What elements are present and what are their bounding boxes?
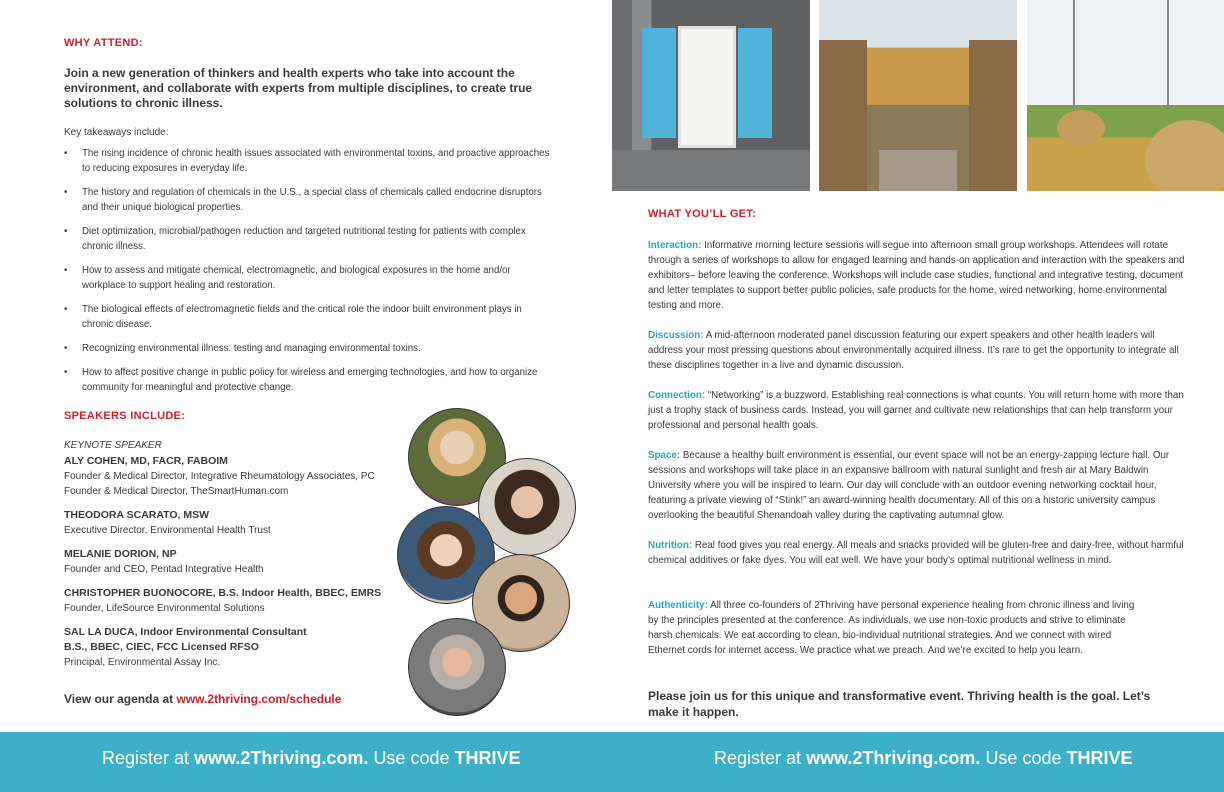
register-line-left xyxy=(102,748,521,769)
section-text: A mid-afternoon moderated panel discussion featuring our expert speakers and other health leaders will address your most pressing questions about environmentally acquired illness. It’s rare to get the opportunity to integrate all these disciplines together in a live and dynamic discussion. xyxy=(648,330,1179,371)
bullet-marker: • xyxy=(64,304,68,315)
register-line-right xyxy=(714,748,1133,769)
list-item xyxy=(64,341,554,356)
speaker-name: ALY COHEN, MD, FACR, FABOIM xyxy=(64,455,228,467)
section-authenticity xyxy=(648,598,1143,658)
speakers-heading: SPEAKERS INCLUDE: xyxy=(64,410,186,422)
section-discussion xyxy=(648,328,1188,373)
speaker-name: MELANIE DORION, NP xyxy=(64,548,177,560)
speaker-sal-la-duca xyxy=(64,625,404,670)
keynote-label: KEYNOTE SPEAKER xyxy=(64,440,162,451)
list-item xyxy=(64,365,554,395)
speaker-role: Founder, LifeSource Environmental Solutions xyxy=(64,603,265,614)
list-item xyxy=(64,224,554,254)
section-text: “Networking” is a buzzword. Establishing real connections is what counts. You will return home with more than just a trophy stack of business cards. Instead, you will garner and cultivate new relationships that can help transform your professional and personal health goals. xyxy=(648,390,1184,431)
photo-hay-bales-field xyxy=(1027,0,1224,191)
bullet-text: The history and regulation of chemicals in the U.S., a special class of chemicals called endocrine disruptors and their unique biological properties. xyxy=(82,187,542,213)
code-prefix: Use code xyxy=(373,748,450,768)
bullet-marker: • xyxy=(64,187,68,198)
register-url[interactable]: www.2Thriving.com. xyxy=(194,748,369,768)
speaker-melanie-dorion xyxy=(64,547,404,577)
speaker-christopher-buonocore xyxy=(64,586,404,616)
agenda-prefix: View our agenda at xyxy=(64,692,174,706)
section-label: Connection: xyxy=(648,390,706,401)
section-label: Nutrition: xyxy=(648,540,693,551)
register-url[interactable]: www.2Thriving.com. xyxy=(806,748,981,768)
why-attend-heading: WHY ATTEND: xyxy=(64,37,143,49)
promo-code: THRIVE xyxy=(454,748,521,768)
list-item xyxy=(64,302,554,332)
speaker-name: SAL LA DUCA, Indoor Environmental Consultant xyxy=(64,626,307,638)
speaker-credentials: B.S., BBEC, CIEC, FCC Licensed RFSO xyxy=(64,641,259,653)
section-connection xyxy=(648,388,1188,433)
list-item xyxy=(64,146,554,176)
bullet-marker: • xyxy=(64,226,68,237)
takeaways-list xyxy=(64,146,554,404)
section-label: Authenticity: xyxy=(648,600,708,611)
bullet-text: Diet optimization, microbial/pathogen reduction and targeted nutritional testing for patients with complex chronic illness. xyxy=(82,226,526,252)
bullet-text: How to affect positive change in public policy for wireless and emerging technologies, and how to organize community for meaningful and protective change. xyxy=(82,367,538,393)
speaker-role: Executive Director, Environmental Health Trust xyxy=(64,525,271,536)
section-nutrition xyxy=(648,538,1188,568)
bullet-text: How to assess and mitigate chemical, electromagnetic, and biological exposures in the home and/or workplace to support healing and restoration. xyxy=(82,265,511,291)
bullet-text: Recognizing environmental illness: testing and managing environmental toxins. xyxy=(82,343,421,354)
register-footer xyxy=(0,732,1224,792)
speaker-role: Principal, Environmental Assay Inc. xyxy=(64,657,221,668)
speaker-role: Founder and CEO, Pentad Integrative Health xyxy=(64,564,264,575)
section-text: Because a healthy built environment is essential, our event space will not be an energy-zapping lecture hall. Our sessions and workshops will take place in an expansive ballroom with natural sunlight and fresh air at Mary Baldwin University where you will be inspired to learn. Our day will conclude with an outdoor evening networking cocktail hour, featuring a private viewing of “Stink!” an award-winning health documentary. All of this on a historic university campus overlooking the beautiful Shenandoah valley during the captivating autumnal glow. xyxy=(648,450,1170,521)
section-interaction xyxy=(648,238,1188,313)
speaker-role: Founder & Medical Director, TheSmartHuman.com xyxy=(64,486,289,497)
bullet-marker: • xyxy=(64,367,68,378)
register-prefix: Register at xyxy=(102,748,190,768)
takeaways-label: Key takeaways include: xyxy=(64,127,169,138)
speaker-photo-sal-la-duca xyxy=(408,618,506,716)
code-prefix: Use code xyxy=(985,748,1062,768)
photo-window-shutters xyxy=(612,0,810,191)
speaker-name: THEODORA SCARATO, MSW xyxy=(64,509,210,521)
register-prefix: Register at xyxy=(714,748,802,768)
agenda-line xyxy=(64,692,341,706)
closing-statement: Please join us for this unique and transformative event. Thriving health is the goal. Let’s make it happen. xyxy=(648,689,1151,719)
section-space xyxy=(648,448,1188,523)
section-label: Discussion: xyxy=(648,330,704,341)
promo-code: THRIVE xyxy=(1066,748,1133,768)
intro-paragraph: Join a new generation of thinkers and health experts who take into account the environment, and collaborate with experts from multiple disciplines, to create true solutions to chronic illness. xyxy=(64,66,533,110)
list-item xyxy=(64,263,554,293)
section-text: Informative morning lecture sessions will segue into afternoon small group workshops. Attendees will rotate through a series of workshops to allow for engaged learning and hands-on application and interaction with the speakers and exhibitors– before leaving the conference. Workshops will include case studies, functional and integrative testing, document and letter templates to support better public policies, safe products for the home, wired networking, home environmental testing and more. xyxy=(648,240,1185,311)
what-youll-get-heading: WHAT YOU’LL GET: xyxy=(648,208,757,220)
bullet-marker: • xyxy=(64,148,68,159)
bullet-text: The rising incidence of chronic health issues associated with environmental toxins, and proactive approaches to reducing exposures in everyday life. xyxy=(82,148,550,174)
section-label: Interaction: xyxy=(648,240,702,251)
bullet-marker: • xyxy=(64,343,68,354)
speaker-theodora-scarato xyxy=(64,508,404,538)
agenda-link[interactable]: www.2thriving.com/schedule xyxy=(176,692,342,706)
list-item xyxy=(64,185,554,215)
bullet-text: The biological effects of electromagnetic fields and the critical role the indoor built environment plays in chronic disease. xyxy=(82,304,522,330)
photo-wooden-bridge xyxy=(819,0,1017,191)
section-label: Space: xyxy=(648,450,681,461)
speaker-aly-cohen xyxy=(64,454,404,499)
bullet-marker: • xyxy=(64,265,68,276)
section-text: Real food gives you real energy. All meals and snacks provided will be gluten-free and dairy-free, without harmful chemical additives or fake dyes. You will eat well. We have your body’s optimal nutritional wellness in mind. xyxy=(648,540,1184,566)
speaker-role: Founder & Medical Director, Integrative Rheumatology Associates, PC xyxy=(64,471,375,482)
speaker-name: CHRISTOPHER BUONOCORE, B.S. Indoor Health, BBEC, EMRS xyxy=(64,587,382,599)
section-text: All three co-founders of 2Thriving have personal experience healing from chronic illness and living by the principles presented at the conference. As individuals, we use non-toxic products and strive to eliminate harsh chemicals. We eat according to clean, bio-individual nutritional strategies. And we connect with wired Ethernet cords for internet access. We practice what we preach. And we’re excited to help you learn. xyxy=(648,600,1135,656)
